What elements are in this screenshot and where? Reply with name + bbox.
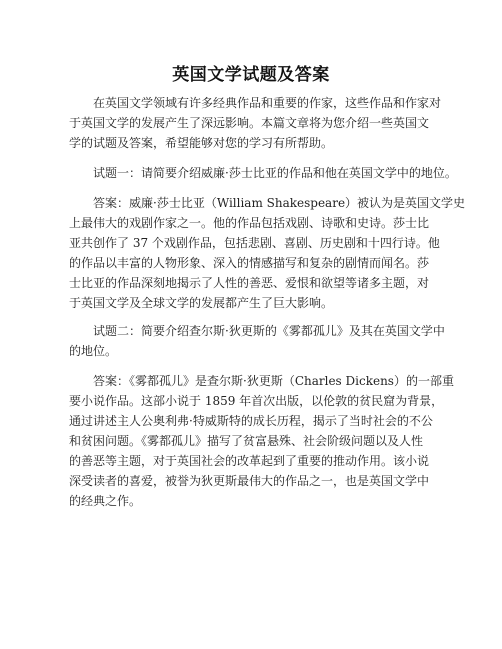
text-line: 的地位。 [69, 344, 118, 358]
text-line: 学的试题及答案，希望能够对您的学习有所帮助。 [69, 136, 334, 150]
text-line: 士比亚的作品深刻地揭示了人性的善恶、爱恨和欲望等诸多主题，对 [69, 276, 430, 290]
question-one-paragraph [69, 163, 457, 183]
text-line: 上最伟大的戏剧作家之一。他的作品包括戏剧、诗歌和史诗。莎士比 [69, 216, 430, 230]
text-line: 和贫困问题。《雾都孤儿》描写了贫富悬殊、社会阶级问题以及人性 [69, 434, 424, 448]
text-line: 要小说作品。这部小说于 1859 年首次出版，以伦敦的贫民窟为背景， [69, 394, 444, 408]
text-line: 答案：《雾都孤儿》是查尔斯·狄更斯（Charles Dickens）的一部重 [93, 374, 454, 388]
question-two-paragraph [69, 321, 445, 361]
text-line: 于英国文学的发展产生了深远影响。本篇文章将为您介绍一些英国文 [69, 116, 430, 130]
intro-paragraph [69, 93, 442, 153]
text-line: 于英国文学及全球文学的发展都产生了巨大影响。 [69, 296, 334, 310]
text-line: 的作品以丰富的人物形象、深入的情感描写和复杂的剧情而闻名。莎 [69, 256, 430, 270]
text-line: 深受读者的喜爱，被誉为狄更斯最伟大的作品之一，也是英国文学中 [69, 474, 430, 488]
text-line: 亚共创作了 37 个戏剧作品，包括悲剧、喜剧、历史剧和十四行诗。他 [69, 236, 440, 250]
text-line: 的善恶等主题，对于英国社会的改革起到了重要的推动作用。该小说 [69, 454, 430, 468]
text-line: 的经典之作。 [69, 494, 142, 508]
text-line: 在英国文学领域有许多经典作品和重要的作家，这些作品和作家对 [93, 96, 442, 110]
text-line: 通过讲述主人公奥利弗·特威斯特的成长历程，揭示了当时社会的不公 [69, 414, 433, 428]
text-line: 试题二：简要介绍查尔斯·狄更斯的《雾都孤儿》及其在英国文学中 [93, 324, 445, 338]
answer-one-paragraph [69, 193, 466, 313]
text-line: 试题一：请简要介绍威廉·莎士比亚的作品和他在英国文学中的地位。 [93, 166, 457, 180]
text-line: 答案：威廉·莎士比亚（William Shakespeare）被认为是英国文学史 [93, 196, 466, 210]
document-title: 英国文学试题及答案 [172, 65, 330, 85]
answer-two-paragraph [69, 371, 454, 511]
